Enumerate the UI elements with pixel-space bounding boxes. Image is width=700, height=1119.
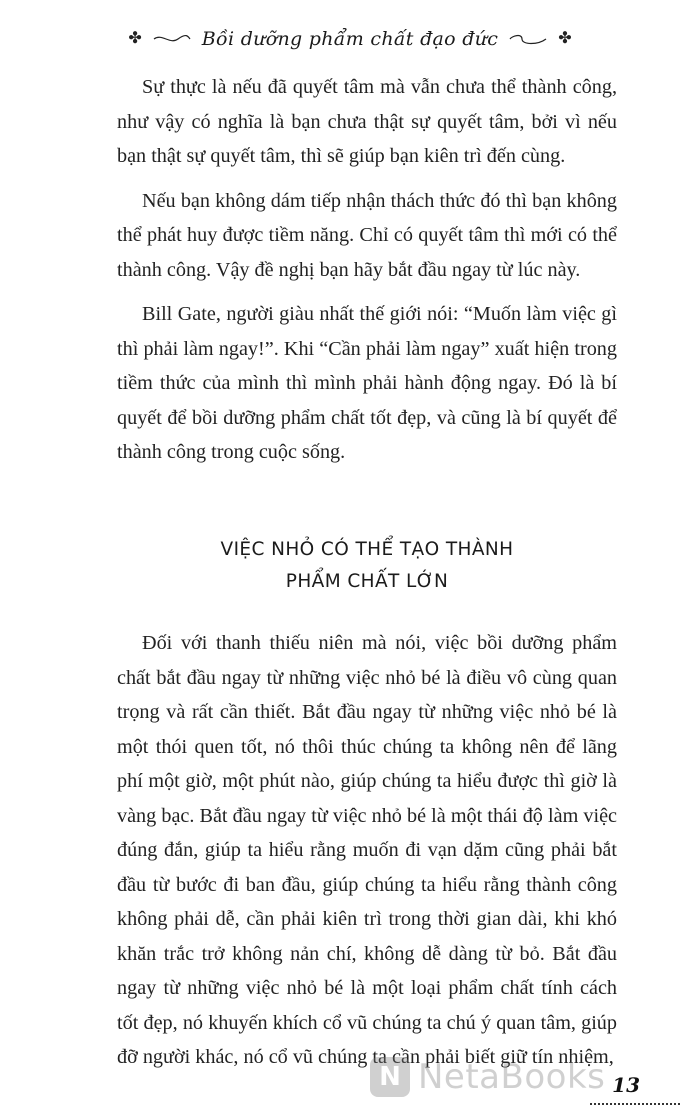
watermark-text: NetaBooks — [418, 1057, 606, 1097]
paragraph-3: Bill Gate, người giàu nhất thế giới nói: “Muốn làm việc gì thì phải làm ngay!”. Khi “Cần phải làm ngay” xuất hiện trong tiềm thức của mình thì mình phải hành động ngay. Đó là bí quyết để bồi dưỡng phẩm chất tốt đẹp, và cũng là bí quyết để thành công trong cuộc sống. — [117, 303, 617, 463]
left-ornament-icon: ✤ — [128, 30, 142, 47]
section-heading — [117, 534, 617, 598]
page-number-leader — [590, 1103, 680, 1105]
top-text-block — [117, 70, 617, 480]
section-heading-line-2: PHẨM CHẤT LỚN — [285, 571, 449, 592]
page-number: 13 — [612, 1073, 640, 1097]
running-header-title: Bồi dưỡng phẩm chất đạo đức — [201, 28, 499, 50]
paragraph-1: Sự thực là nếu đã quyết tâm mà vẫn chưa thể thành công, như vậy có nghĩa là bạn chưa thật sự quyết tâm, bởi vì nếu bạn thật sự quyết tâm, thì sẽ giúp bạn kiên trì đến cùng. — [117, 76, 617, 167]
watermark-logo-icon: N — [370, 1057, 410, 1097]
section-heading-line-1: VIỆC NHỎ CÓ THỂ TẠO THÀNH — [220, 539, 514, 560]
right-swash-icon — [508, 32, 548, 46]
left-swash-icon — [152, 32, 192, 46]
section-text-block — [117, 626, 617, 1085]
right-ornament-icon: ✤ — [558, 30, 572, 47]
section-paragraph: Đối với thanh thiếu niên mà nói, việc bồi dưỡng phẩm chất bắt đầu ngay từ những việc nhỏ bé là điều vô cùng quan trọng và rất cần thiết. Bắt đầu ngay từ những việc nhỏ bé là một thói quen tốt, nó thôi thúc chúng ta không nên để lãng phí một giờ, một phút nào, giúp chúng ta hiểu được thì giờ là vàng bạc. Bắt đầu ngay từ việc nhỏ bé là một thái độ làm việc đúng đắn, giúp ta hiểu rằng muốn đi vạn dặm cũng phải bắt đầu từ bước đi ban đầu, giúp chúng ta hiểu rằng thành công không phải dễ, cần phải kiên trì trong thời gian dài, khi khó khăn trắc trở không nản chí, không dễ dàng từ bỏ. Bắt đầu ngay từ những việc nhỏ bé là một loại phẩm chất tính cách tốt đẹp, nó khuyến khích cổ vũ chúng ta chú ý quan tâm, giúp đỡ người khác, nó cổ vũ chúng ta cần phải biết giữ tín nhiệm, — [117, 632, 617, 1068]
watermark — [370, 1057, 605, 1097]
running-header — [0, 28, 700, 50]
paragraph-2: Nếu bạn không dám tiếp nhận thách thức đó thì bạn không thể phát huy được tiềm năng. Chỉ có quyết tâm thì mới có thể thành công. Vậy đề nghị bạn hãy bắt đầu ngay từ lúc này. — [117, 189, 617, 281]
